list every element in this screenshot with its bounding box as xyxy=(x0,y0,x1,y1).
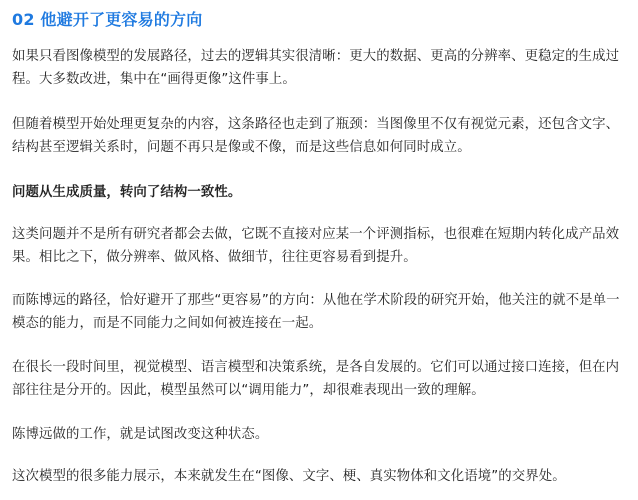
paragraph-4: 这类问题并不是所有研究者都会去做，它既不直接对应某一个评测指标，也很难在短期内转化成产品效果。相比之下，做分辨率、做风格、做细节，往往更容易看到提升。 xyxy=(12,227,620,265)
section-heading: 02 他避开了更容易的方向 xyxy=(12,10,203,29)
paragraph-8: 这次模型的很多能力展示，本来就发生在“图像、文字、梗、真实物体和文化语境”的交界处。 xyxy=(12,469,566,484)
paragraph-1: 如果只看图像模型的发展路径，过去的逻辑其实很清晰：更大的数据、更高的分辨率、更稳定的生成过程。大多数改进，集中在“画得更像”这件事上。 xyxy=(12,49,620,87)
key-point-paragraph: 问题从生成质量，转向了结构一致性。 xyxy=(12,185,242,200)
paragraph-6: 在很长一段时间里，视觉模型、语言模型和决策系统，是各自发展的。它们可以通过接口连接，但在内部往往是分开的。因此，模型虽然可以“调用能力”，却很难表现出一致的理解。 xyxy=(12,360,620,398)
paragraph-7: 陈博远做的工作，就是试图改变这种状态。 xyxy=(12,427,269,442)
paragraph-2: 但随着模型开始处理更复杂的内容，这条路径也走到了瓶颈：当图像里不仅有视觉元素，还包含文字、结构甚至逻辑关系时，问题不再只是像或不像，而是这些信息如何同时成立。 xyxy=(12,117,620,155)
paragraph-5: 而陈博远的路径，恰好避开了那些“更容易”的方向：从他在学术阶段的研究开始，他关注的就不是单一模态的能力，而是不同能力之间如何被连接在一起。 xyxy=(12,293,620,331)
